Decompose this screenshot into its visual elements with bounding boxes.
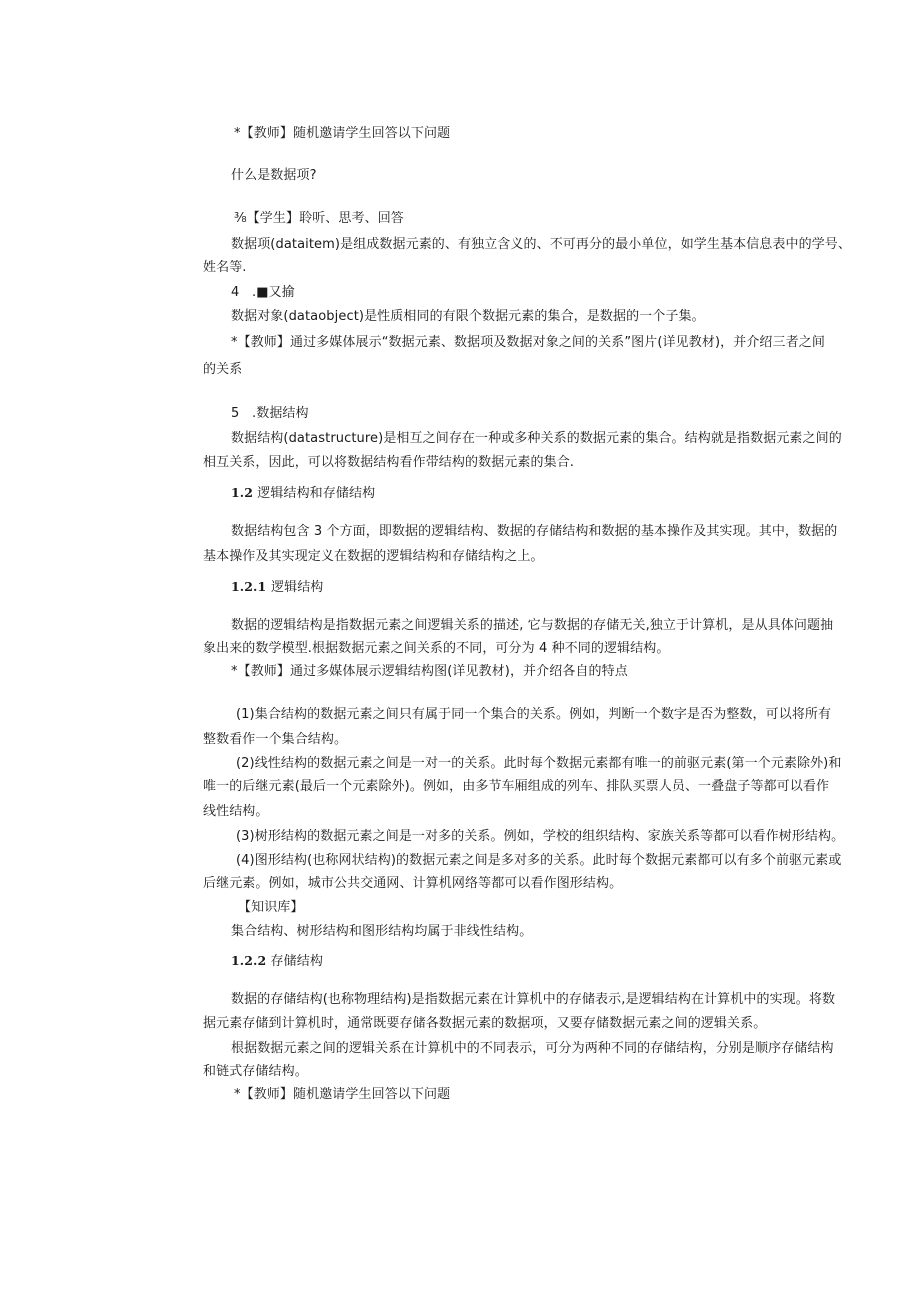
student-response: ⅜【学生】聆听、思考、回答: [234, 211, 404, 226]
heading-text: 存储结构: [270, 954, 323, 969]
paragraph-line: 数据的逻辑结构是指数据元素之间逻辑关系的描述, 它与数据的存储无关,独立于计算机，是从具体问题抽: [231, 618, 834, 633]
knowledge-base-label: 【知识库】: [238, 900, 304, 915]
paragraph-line: 数据对象(dataobject)是性质相同的有限个数据元素的集合，是数据的一个子集。: [231, 309, 705, 324]
heading-1-2-2: [231, 952, 323, 971]
heading-text: 逻辑结构: [271, 580, 324, 595]
heading-number: 1.2: [231, 485, 254, 500]
paragraph-line: 根据数据元素之间的逻辑关系在计算机中的不同表示，可分为两种不同的存储结构，分别是顺序存储结构: [231, 1041, 834, 1056]
paragraph-line: 数据的存储结构(也称物理结构)是指数据元素在计算机中的存储表示,是逻辑结构在计算机中的实现。将数: [231, 992, 836, 1007]
paragraph-line: 据元素存储到计算机时，通常既要存储各数据元素的数据项，又要存储数据元素之间的逻辑关系。: [203, 1016, 767, 1031]
section-title: .数据结构: [252, 406, 309, 421]
teacher-prompt-2: *【教师】通过多媒体展示“数据元素、数据项及数据对象之间的关系”图片(详见教材)，并介绍三者之间: [231, 335, 825, 350]
list-item-2: (2)线性结构的数据元素之间是一对一的关系。此时每个数据元素都有唯一的前驱元素(第一个元素除外)和: [236, 756, 842, 771]
paragraph-line: 数据结构包含 3 个方面，即数据的逻辑结构、数据的存储结构和数据的基本操作及其实现。其中，数据的: [231, 524, 838, 539]
heading-text: 逻辑结构和存储结构: [257, 486, 376, 501]
list-item-2-cont: 唯一的后继元素(最后一个元素除外)。例如，由多节车厢组成的列车、排队买票人员、一叠盘子等都可以看作: [203, 779, 830, 794]
section-number: 5: [231, 406, 240, 421]
paragraph-line: 相互关系，因此，可以将数据结构看作带结构的数据元素的集合.: [203, 455, 575, 470]
section-title: .■又揄: [252, 285, 295, 300]
paragraph-line: 集合结构、树形结构和图形结构均属于非线性结构。: [231, 924, 533, 939]
heading-1-2: [231, 484, 375, 503]
teacher-prompt-4: *【教师】随机邀请学生回答以下问题: [234, 1087, 451, 1102]
list-item-3: (3)树形结构的数据元素之间是一对多的关系。例如，学校的组织结构、家族关系等都可以看作树形结构。: [236, 829, 845, 844]
list-item-2-cont: 线性结构。: [203, 804, 269, 819]
teacher-prompt-1: *【教师】随机邀请学生回答以下问题: [234, 126, 451, 141]
list-item-1-cont: 整数看作一个集合结构。: [203, 732, 348, 747]
list-item-1: (1)集合结构的数据元素之间只有属于同一个集合的关系。例如，判断一个数字是否为整数，可以将所有: [236, 707, 832, 722]
paragraph-line: 数据结构(datastructure)是相互之间存在一种或多种关系的数据元素的集合。结构就是指数据元素之间的: [231, 431, 842, 446]
list-item-4-cont: 后继元素。例如，城市公共交通网、计算机网络等都可以看作图形结构。: [203, 876, 623, 891]
paragraph-line: 姓名等.: [203, 260, 247, 275]
paragraph-line: 的关系: [203, 362, 243, 377]
paragraph-line: 和链式存储结构。: [203, 1064, 308, 1079]
paragraph-line: 数据项(dataitem)是组成数据元素的、有独立含义的、不可再分的最小单位，如学生基本信息表中的学号、: [231, 237, 851, 252]
section-number: 4: [231, 285, 240, 300]
list-item-4: (4)图形结构(也称网状结构)的数据元素之间是多对多的关系。此时每个数据元素都可以有多个前驱元素或: [236, 853, 842, 868]
heading-number: 1.2.2: [231, 953, 267, 968]
heading-1-2-1: [231, 578, 323, 597]
paragraph-line: 象出来的数学模型.根据数据元素之间关系的不同，可分为 4 种不同的逻辑结构。: [203, 641, 670, 656]
heading-number: 1.2.1: [231, 579, 267, 594]
teacher-prompt-3: *【教师】通过多媒体展示逻辑结构图(详见教材)，并介绍各自的特点: [231, 664, 628, 679]
question-data-item: 什么是数据项?: [231, 168, 317, 183]
paragraph-line: 基本操作及其实现定义在数据的逻辑结构和存储结构之上。: [203, 549, 544, 564]
